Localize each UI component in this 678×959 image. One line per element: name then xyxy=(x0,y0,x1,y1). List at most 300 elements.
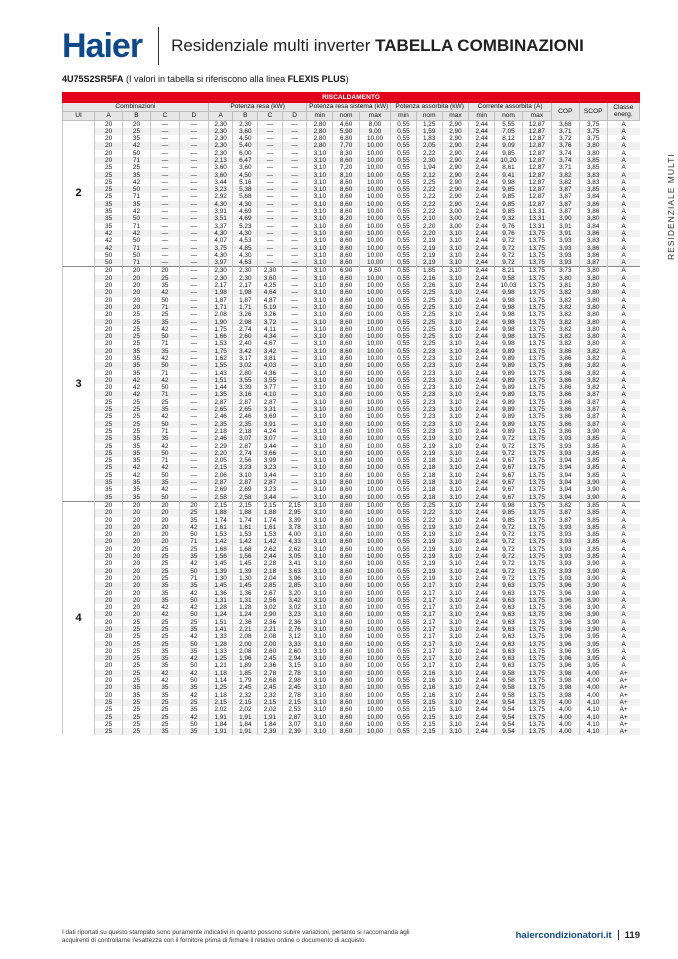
table-cell: 9,89 xyxy=(495,370,523,377)
table-cell: 9,85 xyxy=(495,208,523,215)
table-cell: A xyxy=(607,377,639,384)
table-row xyxy=(63,142,640,149)
table-cell: 3,75 xyxy=(579,135,607,142)
table-cell: 1,61 xyxy=(233,524,258,531)
table-cell: 0,55 xyxy=(391,443,417,450)
table-cell: 1,98 xyxy=(233,289,258,296)
table-cell: 8,60 xyxy=(333,560,360,567)
table-cell: 3,10 xyxy=(307,252,333,259)
table-cell: 2,44 xyxy=(469,326,495,333)
table-cell: A xyxy=(607,319,639,326)
table-cell: 3,90 xyxy=(579,611,607,618)
table-cell: 25 xyxy=(123,413,151,420)
table-cell: 3,90 xyxy=(579,619,607,626)
table-cell: 0,55 xyxy=(391,582,417,589)
table-row xyxy=(63,172,640,179)
table-cell: 2,08 xyxy=(233,648,258,655)
table-cell: 10,00 xyxy=(359,252,390,259)
table-cell: 1,71 xyxy=(233,304,258,311)
table-cell: 1,42 xyxy=(208,538,233,545)
table-cell: A xyxy=(607,560,639,567)
table-cell: 0,55 xyxy=(391,326,417,333)
table-cell: 2,17 xyxy=(416,655,442,662)
table-cell: 71 xyxy=(179,575,208,582)
table-cell: 7,20 xyxy=(333,164,360,171)
table-cell: 3,02 xyxy=(258,604,283,611)
table-cell: 8,30 xyxy=(333,150,360,157)
table-cell: 9,98 xyxy=(495,179,523,186)
table-cell: 6,00 xyxy=(233,150,258,157)
table-cell: 3,82 xyxy=(551,501,579,509)
table-cell: A xyxy=(607,172,639,179)
table-cell: 2,17 xyxy=(233,282,258,289)
table-cell: 13,75 xyxy=(522,604,551,611)
table-cell: 8,60 xyxy=(333,662,360,669)
table-cell: 3,10 xyxy=(442,604,469,611)
table-cell: 10,00 xyxy=(359,377,390,384)
table-cell: 3,10 xyxy=(307,237,333,244)
table-cell: — xyxy=(179,179,208,186)
table-cell: A xyxy=(607,245,639,252)
table-cell: 3,87 xyxy=(579,421,607,428)
table-cell: A xyxy=(607,259,639,267)
table-cell: 0,55 xyxy=(391,457,417,464)
table-cell: 9,63 xyxy=(495,633,523,640)
table-cell: 9,98 xyxy=(495,311,523,318)
table-cell: A xyxy=(607,494,639,502)
table-cell: 25 xyxy=(95,721,123,728)
table-cell: 42 xyxy=(150,464,179,471)
table-cell: 42 xyxy=(95,237,123,244)
table-cell: 1,45 xyxy=(233,560,258,567)
table-cell: 3,12 xyxy=(282,633,307,640)
table-cell: 3,82 xyxy=(551,311,579,318)
table-cell: — xyxy=(282,494,307,502)
table-cell: 3,10 xyxy=(307,684,333,691)
table-cell: 2,60 xyxy=(233,333,258,340)
table-cell: 10,00 xyxy=(359,355,390,362)
table-cell: 8,60 xyxy=(333,428,360,435)
table-cell: 71 xyxy=(150,370,179,377)
table-cell: A xyxy=(607,399,639,406)
table-cell: 35 xyxy=(123,692,151,699)
table-cell: 4,64 xyxy=(258,289,283,296)
table-cell: 9,72 xyxy=(495,237,523,244)
table-cell: 20 xyxy=(95,157,123,164)
table-cell: 2,44 xyxy=(469,501,495,509)
table-cell: 0,55 xyxy=(391,289,417,296)
table-cell: 3,96 xyxy=(551,633,579,640)
table-cell: 8,60 xyxy=(333,319,360,326)
table-cell: 2,44 xyxy=(469,391,495,398)
table-cell: 25 xyxy=(95,728,123,735)
table-cell: A xyxy=(607,538,639,545)
table-cell: A+ xyxy=(607,706,639,713)
table-cell: 10,00 xyxy=(359,362,390,369)
table-cell: 2,44 xyxy=(469,626,495,633)
table-cell: 13,75 xyxy=(522,479,551,486)
table-cell: 3,96 xyxy=(551,662,579,669)
table-cell: 13,75 xyxy=(522,348,551,355)
table-cell: 3,10 xyxy=(307,692,333,699)
table-cell: 2,87 xyxy=(233,479,258,486)
table-cell: 25 xyxy=(95,435,123,442)
table-cell: 4,63 xyxy=(233,259,258,267)
table-cell: 10,00 xyxy=(359,391,390,398)
table-cell: 2,06 xyxy=(208,472,233,479)
table-cell: 25 xyxy=(150,275,179,282)
table-cell: — xyxy=(282,428,307,435)
table-cell: 3,10 xyxy=(307,370,333,377)
table-cell: 42 xyxy=(123,472,151,479)
table-cell: 8,60 xyxy=(333,443,360,450)
table-cell: 1,74 xyxy=(258,517,283,524)
table-cell: 35 xyxy=(123,457,151,464)
table-cell: 3,10 xyxy=(307,486,333,493)
table-cell: 3,83 xyxy=(579,172,607,179)
table-cell: — xyxy=(282,275,307,282)
table-cell: 8,60 xyxy=(333,486,360,493)
table-cell: 2,90 xyxy=(442,128,469,135)
table-cell: 2,18 xyxy=(416,486,442,493)
table-cell: 3,90 xyxy=(579,568,607,575)
table-cell: 3,10 xyxy=(307,582,333,589)
table-cell: — xyxy=(282,208,307,215)
table-cell: — xyxy=(179,428,208,435)
table-cell: 10,00 xyxy=(359,626,390,633)
table-cell: 20 xyxy=(95,648,123,655)
group-potenza-resa: Potenza resa (kW) xyxy=(208,103,307,112)
table-cell: — xyxy=(282,282,307,289)
table-cell: 42 xyxy=(95,230,123,237)
table-cell: 2,44 xyxy=(469,421,495,428)
table-cell: 3,02 xyxy=(233,362,258,369)
table-cell: A xyxy=(607,546,639,553)
table-cell: 20 xyxy=(123,538,151,545)
table-cell: 2,90 xyxy=(442,164,469,171)
table-cell: 20 xyxy=(150,524,179,531)
table-cell: 9,72 xyxy=(495,560,523,567)
table-cell: — xyxy=(179,201,208,208)
table-cell: — xyxy=(282,333,307,340)
table-cell: 3,17 xyxy=(233,355,258,362)
table-cell: 4,10 xyxy=(579,706,607,713)
table-cell: 8,60 xyxy=(333,692,360,699)
subtitle-note-prefix: (I valori in tabella si riferiscono alla linea xyxy=(123,74,288,84)
table-cell: 13,75 xyxy=(522,435,551,442)
table-cell: 25 xyxy=(123,333,151,340)
table-cell: 4,24 xyxy=(258,428,283,435)
table-cell: — xyxy=(179,479,208,486)
table-cell: 3,69 xyxy=(258,413,283,420)
table-cell: 2,15 xyxy=(416,728,442,735)
table-cell: 25 xyxy=(123,714,151,721)
table-cell: 2,44 xyxy=(469,208,495,215)
table-cell: 3,93 xyxy=(551,252,579,259)
table-cell: 3,10 xyxy=(307,150,333,157)
table-cell: — xyxy=(179,319,208,326)
table-row xyxy=(63,486,640,493)
table-row xyxy=(63,230,640,237)
table-cell: 1,84 xyxy=(208,721,233,728)
table-cell: 35 xyxy=(150,597,179,604)
table-cell: 25 xyxy=(123,399,151,406)
table-cell: 25 xyxy=(150,699,179,706)
table-cell: 12,87 xyxy=(522,128,551,135)
table-cell: 13,75 xyxy=(522,538,551,545)
table-cell: 2,60 xyxy=(282,648,307,655)
table-cell: 3,85 xyxy=(579,435,607,442)
table-cell: 2,30 xyxy=(233,120,258,128)
table-cell: 25 xyxy=(95,421,123,428)
table-row xyxy=(63,684,640,691)
table-row xyxy=(63,289,640,296)
table-cell: 2,30 xyxy=(258,267,283,275)
table-cell: 3,68 xyxy=(551,120,579,128)
table-cell: 71 xyxy=(123,259,151,267)
table-cell: 9,76 xyxy=(495,230,523,237)
table-cell: 42 xyxy=(123,208,151,215)
table-cell: 9,85 xyxy=(495,517,523,524)
table-cell: 10,00 xyxy=(359,677,390,684)
table-cell: 42 xyxy=(150,443,179,450)
table-cell: 35 xyxy=(179,706,208,713)
table-cell: 3,93 xyxy=(551,237,579,244)
table-cell: A xyxy=(607,267,639,275)
table-cell: 9,67 xyxy=(495,472,523,479)
table-cell: 2,19 xyxy=(416,553,442,560)
table-cell: 42 xyxy=(123,384,151,391)
table-cell: 10,00 xyxy=(359,319,390,326)
table-cell: — xyxy=(179,252,208,259)
table-cell: 9,41 xyxy=(495,172,523,179)
table-cell: — xyxy=(179,472,208,479)
table-cell: 2,17 xyxy=(416,633,442,640)
table-cell: 6,47 xyxy=(233,157,258,164)
subheader-cell: max xyxy=(359,111,390,120)
table-cell: A xyxy=(607,355,639,362)
table-row xyxy=(63,150,640,157)
table-cell: 3,91 xyxy=(208,208,233,215)
table-cell: 12,87 xyxy=(522,142,551,149)
table-cell: — xyxy=(179,494,208,502)
table-cell: 1,89 xyxy=(233,662,258,669)
table-cell: 3,10 xyxy=(442,509,469,516)
table-cell: 3,10 xyxy=(442,237,469,244)
table-cell: 2,44 xyxy=(469,684,495,691)
table-cell: 2,29 xyxy=(208,443,233,450)
table-cell: 20 xyxy=(95,611,123,618)
table-cell: 9,89 xyxy=(495,355,523,362)
table-cell: — xyxy=(258,186,283,193)
table-cell: 2,98 xyxy=(282,677,307,684)
table-cell: 2,15 xyxy=(416,714,442,721)
table-cell: 4,00 xyxy=(282,531,307,538)
table-cell: 2,44 xyxy=(258,553,283,560)
table-cell: 3,10 xyxy=(442,626,469,633)
table-cell: — xyxy=(258,208,283,215)
table-cell: 2,02 xyxy=(208,706,233,713)
table-cell: A xyxy=(607,582,639,589)
table-cell: 13,75 xyxy=(522,494,551,502)
table-cell: 10,00 xyxy=(359,662,390,669)
table-cell: 3,10 xyxy=(442,230,469,237)
table-cell: 3,10 xyxy=(307,699,333,706)
table-cell: 3,10 xyxy=(442,633,469,640)
table-cell: 3,74 xyxy=(551,150,579,157)
table-cell: 13,75 xyxy=(522,553,551,560)
table-cell: A xyxy=(607,164,639,171)
table-cell: 3,10 xyxy=(307,655,333,662)
table-cell: — xyxy=(179,230,208,237)
table-cell: 0,55 xyxy=(391,362,417,369)
table-cell: 9,67 xyxy=(495,464,523,471)
table-cell: 9,00 xyxy=(359,128,390,135)
table-cell: 13,75 xyxy=(522,428,551,435)
table-cell: 13,75 xyxy=(522,692,551,699)
table-cell: 0,55 xyxy=(391,662,417,669)
table-cell: A xyxy=(607,252,639,259)
table-cell: 25 xyxy=(123,164,151,171)
table-cell: 42 xyxy=(179,604,208,611)
table-cell: — xyxy=(282,215,307,222)
table-cell: 9,85 xyxy=(495,509,523,516)
table-cell: 3,90 xyxy=(579,494,607,502)
table-cell: 20 xyxy=(95,377,123,384)
table-cell: 20 xyxy=(123,517,151,524)
table-cell: 8,21 xyxy=(495,267,523,275)
table-cell: 2,28 xyxy=(258,560,283,567)
table-cell: 71 xyxy=(150,391,179,398)
table-cell: 8,60 xyxy=(333,648,360,655)
table-cell: 2,32 xyxy=(233,692,258,699)
table-cell: 3,84 xyxy=(579,223,607,230)
subheader-cell: max xyxy=(442,111,469,120)
table-cell: — xyxy=(258,252,283,259)
table-cell: 3,10 xyxy=(442,684,469,691)
table-cell: A xyxy=(607,524,639,531)
table-cell: 2,44 xyxy=(469,553,495,560)
table-cell: 25 xyxy=(95,450,123,457)
table-cell: A+ xyxy=(607,670,639,677)
table-cell: 0,55 xyxy=(391,245,417,252)
table-cell: 50 xyxy=(150,421,179,428)
table-cell: 3,10 xyxy=(307,531,333,538)
table-cell: — xyxy=(179,282,208,289)
table-cell: 2,19 xyxy=(416,450,442,457)
table-cell: 8,60 xyxy=(333,245,360,252)
table-cell: 3,94 xyxy=(551,479,579,486)
table-cell: 3,85 xyxy=(579,538,607,545)
table-cell: 13,75 xyxy=(522,728,551,735)
table-cell: 50 xyxy=(150,494,179,502)
table-cell: 8,60 xyxy=(333,230,360,237)
table-cell: A+ xyxy=(607,677,639,684)
table-cell: 2,44 xyxy=(469,435,495,442)
table-cell: 4,00 xyxy=(551,699,579,706)
subheader-cell: nom xyxy=(495,111,523,120)
table-cell: 1,25 xyxy=(416,120,442,128)
table-cell: 2,25 xyxy=(416,326,442,333)
subheader-cell: max xyxy=(522,111,551,120)
table-cell: 3,10 xyxy=(307,714,333,721)
table-cell: 2,90 xyxy=(442,186,469,193)
table-cell: 1,21 xyxy=(208,662,233,669)
table-cell: 10,00 xyxy=(359,706,390,713)
table-cell: 25 xyxy=(123,421,151,428)
table-cell: 9,72 xyxy=(495,435,523,442)
subheader-cell: UI xyxy=(63,111,95,120)
table-cell: 2,19 xyxy=(416,560,442,567)
table-cell: 35 xyxy=(150,582,179,589)
table-cell: 3,10 xyxy=(307,319,333,326)
table-cell: 2,36 xyxy=(282,619,307,626)
table-cell: 20 xyxy=(123,289,151,296)
table-cell: 3,10 xyxy=(442,340,469,347)
table-cell: A xyxy=(607,457,639,464)
table-cell: 13,75 xyxy=(522,684,551,691)
table-cell: 20 xyxy=(95,142,123,149)
table-cell: — xyxy=(179,237,208,244)
table-cell: 3,10 xyxy=(442,413,469,420)
table-cell: 3,94 xyxy=(551,472,579,479)
table-cell: A xyxy=(607,128,639,135)
table-cell: 3,80 xyxy=(579,304,607,311)
table-cell: — xyxy=(282,259,307,267)
table-cell: 13,75 xyxy=(522,326,551,333)
table-cell: 50 xyxy=(150,362,179,369)
table-cell: 13,75 xyxy=(522,575,551,582)
table-cell: 10,00 xyxy=(359,311,390,318)
table-cell: 3,86 xyxy=(551,377,579,384)
table-cell: 42 xyxy=(150,604,179,611)
table-cell: 13,75 xyxy=(522,450,551,457)
table-cell: 3,96 xyxy=(551,626,579,633)
table-cell: 3,10 xyxy=(307,575,333,582)
table-cell: A xyxy=(607,604,639,611)
table-row xyxy=(63,319,640,326)
table-cell: 35 xyxy=(123,370,151,377)
table-cell: 25 xyxy=(123,633,151,640)
table-cell: 2,18 xyxy=(416,464,442,471)
table-cell: 3,85 xyxy=(579,186,607,193)
table-cell: 2,25 xyxy=(416,304,442,311)
table-cell: — xyxy=(150,215,179,222)
table-cell: 3,80 xyxy=(579,275,607,282)
table-cell: 8,60 xyxy=(333,391,360,398)
table-cell: 1,91 xyxy=(233,728,258,735)
table-cell: 3,10 xyxy=(307,633,333,640)
table-cell: 2,40 xyxy=(233,340,258,347)
table-cell: 3,93 xyxy=(551,435,579,442)
table-cell: 3,26 xyxy=(258,311,283,318)
table-cell: A xyxy=(607,464,639,471)
table-cell: 20 xyxy=(123,611,151,618)
group-header-row xyxy=(63,103,640,112)
table-cell: 9,72 xyxy=(495,450,523,457)
table-cell: 10,00 xyxy=(359,245,390,252)
table-cell: 0,55 xyxy=(391,641,417,648)
table-cell: 20 xyxy=(123,590,151,597)
table-cell: 9,54 xyxy=(495,728,523,735)
table-cell: 25 xyxy=(150,575,179,582)
table-cell: 25 xyxy=(150,560,179,567)
table-cell: 9,72 xyxy=(495,546,523,553)
table-cell: 0,55 xyxy=(391,590,417,597)
table-cell: A xyxy=(607,370,639,377)
table-cell: A xyxy=(607,193,639,200)
table-cell: 13,75 xyxy=(522,517,551,524)
